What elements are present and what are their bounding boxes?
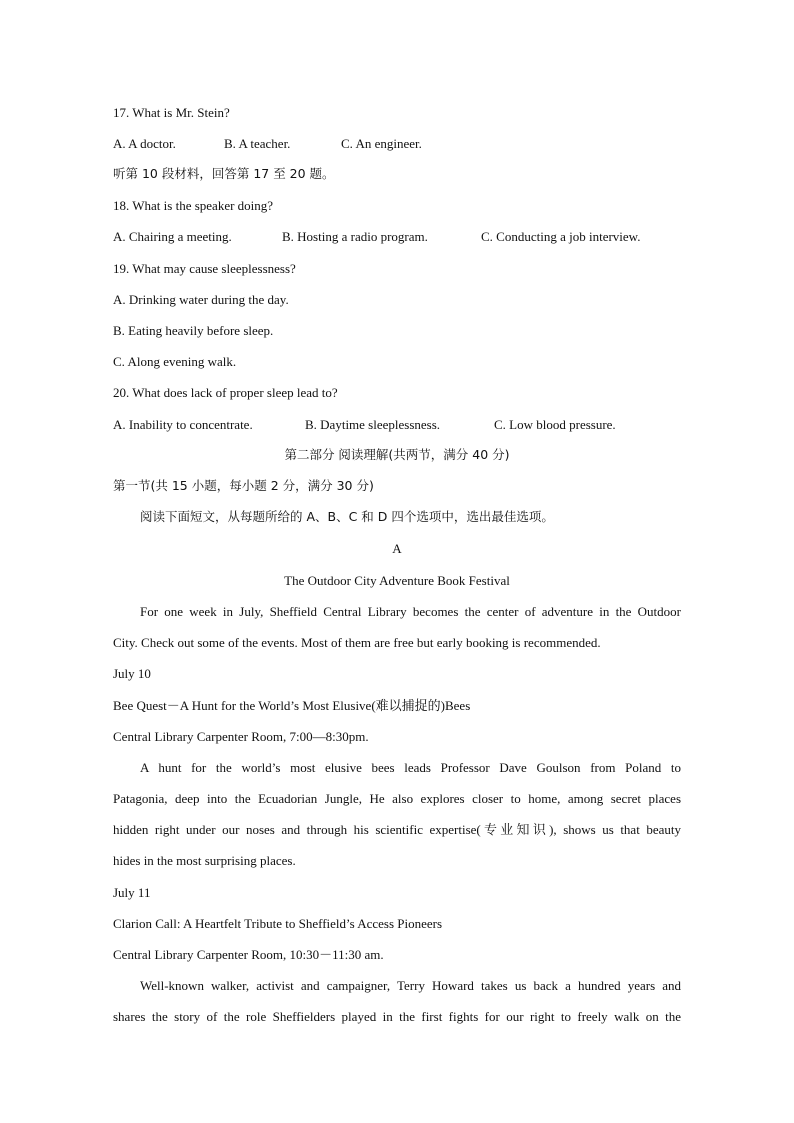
event-body-line: hidden right under our noses and through his scientific expertise(专业知识), shows us that beauty bbox=[113, 822, 681, 837]
q20-option-a: A. Inability to concentrate. bbox=[113, 417, 253, 432]
event-date: July 10 bbox=[113, 666, 151, 681]
q18-option-a: A. Chairing a meeting. bbox=[113, 229, 232, 244]
q19-option-a: A. Drinking water during the day. bbox=[113, 292, 289, 307]
q20-option-c: C. Low blood pressure. bbox=[494, 417, 616, 432]
event-body-line: shares the story of the role Sheffielders played in the first fights for our right to freely walk on the bbox=[113, 1009, 681, 1024]
event-title: Bee Quest－A Hunt for the World’s Most Elusive(难以捕捉的)Bees bbox=[113, 698, 471, 713]
q20-option-b: B. Daytime sleeplessness. bbox=[305, 417, 441, 432]
reading-instruction: 阅读下面短文，从每题所给的 A、B、C 和 D 四个选项中，选出最佳选项。 bbox=[140, 509, 554, 524]
q18-option-b: B. Hosting a radio program. bbox=[282, 229, 428, 244]
event-body-line: hides in the most surprising places. bbox=[113, 853, 296, 868]
question-20: 20. What does lack of proper sleep lead to? bbox=[113, 385, 338, 400]
q17-option-c: C. An engineer. bbox=[341, 136, 422, 151]
event-venue: Central Library Carpenter Room, 7:00—8:30pm. bbox=[113, 729, 369, 744]
event-body-line: Well-known walker, activist and campaigner, Terry Howard takes us back a hundred years and bbox=[140, 978, 681, 993]
part2-title: 第二部分 阅读理解(共两节，满分 40 分) bbox=[284, 447, 510, 462]
event-body-line: Patagonia, deep into the Ecuadorian Jungle, He also explores closer to home, among secret places bbox=[113, 791, 681, 806]
passage-letter: A bbox=[392, 541, 402, 556]
event-venue: Central Library Carpenter Room, 10:30－11:30 am. bbox=[113, 947, 384, 962]
passage-intro-line: For one week in July, Sheffield Central Library becomes the center of adventure in the Outdoor bbox=[140, 604, 681, 619]
passage-title: The Outdoor City Adventure Book Festival bbox=[284, 573, 510, 588]
section1-title: 第一节(共 15 小题，每小题 2 分，满分 30 分) bbox=[113, 478, 374, 493]
q18-option-c: C. Conducting a job interview. bbox=[481, 229, 641, 244]
section-note: 听第 10 段材料，回答第 17 至 20 题。 bbox=[113, 166, 335, 181]
event-date: July 11 bbox=[113, 885, 151, 900]
q19-option-b: B. Eating heavily before sleep. bbox=[113, 323, 274, 338]
question-19: 19. What may cause sleeplessness? bbox=[113, 261, 296, 276]
q17-option-b: B. A teacher. bbox=[224, 136, 291, 151]
q17-option-a: A. A doctor. bbox=[113, 136, 176, 151]
event-body-line: A hunt for the world’s most elusive bees leads Professor Dave Goulson from Poland to bbox=[140, 760, 681, 775]
event-title: Clarion Call: A Heartfelt Tribute to Sheffield’s Access Pioneers bbox=[113, 916, 443, 931]
passage-intro-line: City. Check out some of the events. Most of them are free but early booking is recommended. bbox=[113, 635, 601, 650]
question-18: 18. What is the speaker doing? bbox=[113, 198, 274, 213]
question-17: 17. What is Mr. Stein? bbox=[113, 105, 230, 120]
q19-option-c: C. Along evening walk. bbox=[113, 354, 237, 369]
